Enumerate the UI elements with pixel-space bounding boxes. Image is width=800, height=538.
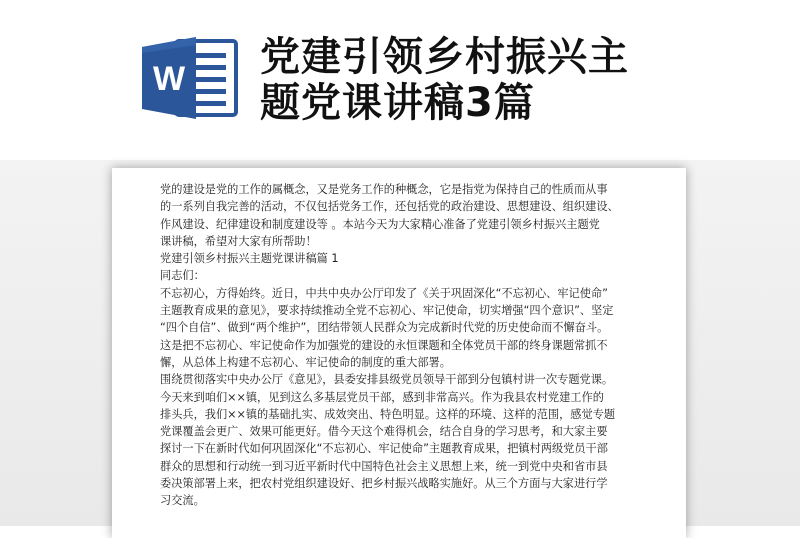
doc-line: 群众的思想和行动统一到习近平新时代中国特色社会主义思想上来，统一到党中央和省市县 bbox=[160, 459, 608, 473]
word-icon-letter: W bbox=[152, 60, 186, 98]
doc-line: 主题教育成果的意见》，要求持续推动全党不忘初心、牢记使命，切实增强“四个意识”、坚定 bbox=[160, 304, 614, 318]
doc-line: 党建引领乡村振兴主题党课讲稿篇 1 bbox=[160, 252, 339, 266]
doc-line: 委决策部署上来，把农村党组织建设好、把乡村振兴战略实施好。从三个方面与大家进行学 bbox=[160, 477, 608, 491]
doc-line: 不忘初心，方得始终。近日，中共中央办公厅印发了《关于巩固深化“不忘初心、牢记使命” bbox=[160, 286, 608, 300]
doc-line: 这是把不忘初心、牢记使命作为加强党的建设的永恒课题和全体党员干部的终身课题常抓不 bbox=[160, 338, 608, 352]
doc-line: 作风建设、纪律建设和制度建设等 。本站今天为大家精心准备了党建引领乡村振兴主题党 bbox=[160, 217, 600, 231]
doc-line: 课讲稿，希望对大家有所帮助！ bbox=[160, 234, 317, 248]
document-body bbox=[160, 181, 640, 510]
doc-line: 党的建设是党的工作的属概念，又是党务工作的种概念，它是指党为保持自己的性质而从事 bbox=[160, 183, 608, 196]
doc-line: 同志们： bbox=[160, 269, 205, 283]
document-title bbox=[260, 34, 780, 126]
title-line-2: 题党课讲稿3篇 bbox=[260, 80, 535, 126]
doc-line: 探讨一下在新时代如何巩固深化“不忘初心、牢记使命”主题教育成果，把镇村两级党员干部 bbox=[160, 442, 608, 456]
doc-line: “四个自信”、做到“两个维护”，团结带领人民群众为完成新时代党的历史使命而不懈奋斗。 bbox=[160, 321, 609, 335]
doc-line: 今天来到咱们××镇，见到这么多基层党员干部，感到非常高兴。作为我县农村党建工作的 bbox=[160, 390, 604, 404]
doc-line: 懈，从总体上构建不忘初心、牢记使命的制度的重大部署。 bbox=[160, 355, 451, 369]
doc-line: 习交流。 bbox=[160, 494, 205, 508]
doc-line: 排头兵，我们××镇的基础扎实、成效突出、特色明显。这样的环境、这样的范围，感觉专题 bbox=[160, 407, 616, 421]
title-line-1: 党建引领乡村振兴主 bbox=[260, 34, 629, 80]
doc-line: 党课覆盖会更广、效果可能更好。借今天这个难得机会，结合自身的学习思考，和大家主要 bbox=[160, 425, 608, 439]
doc-line: 围绕贯彻落实中央办公厅《意见》，县委安排县级党员领导干部到分包镇村讲一次专题党课。 bbox=[160, 373, 614, 387]
doc-line: 的一系列自我完善的活动，不仅包括党务工作，还包括党的政治建设、思想建设、组织建设、 bbox=[160, 200, 619, 214]
microsoft-word-icon bbox=[140, 35, 240, 121]
header bbox=[0, 0, 800, 160]
